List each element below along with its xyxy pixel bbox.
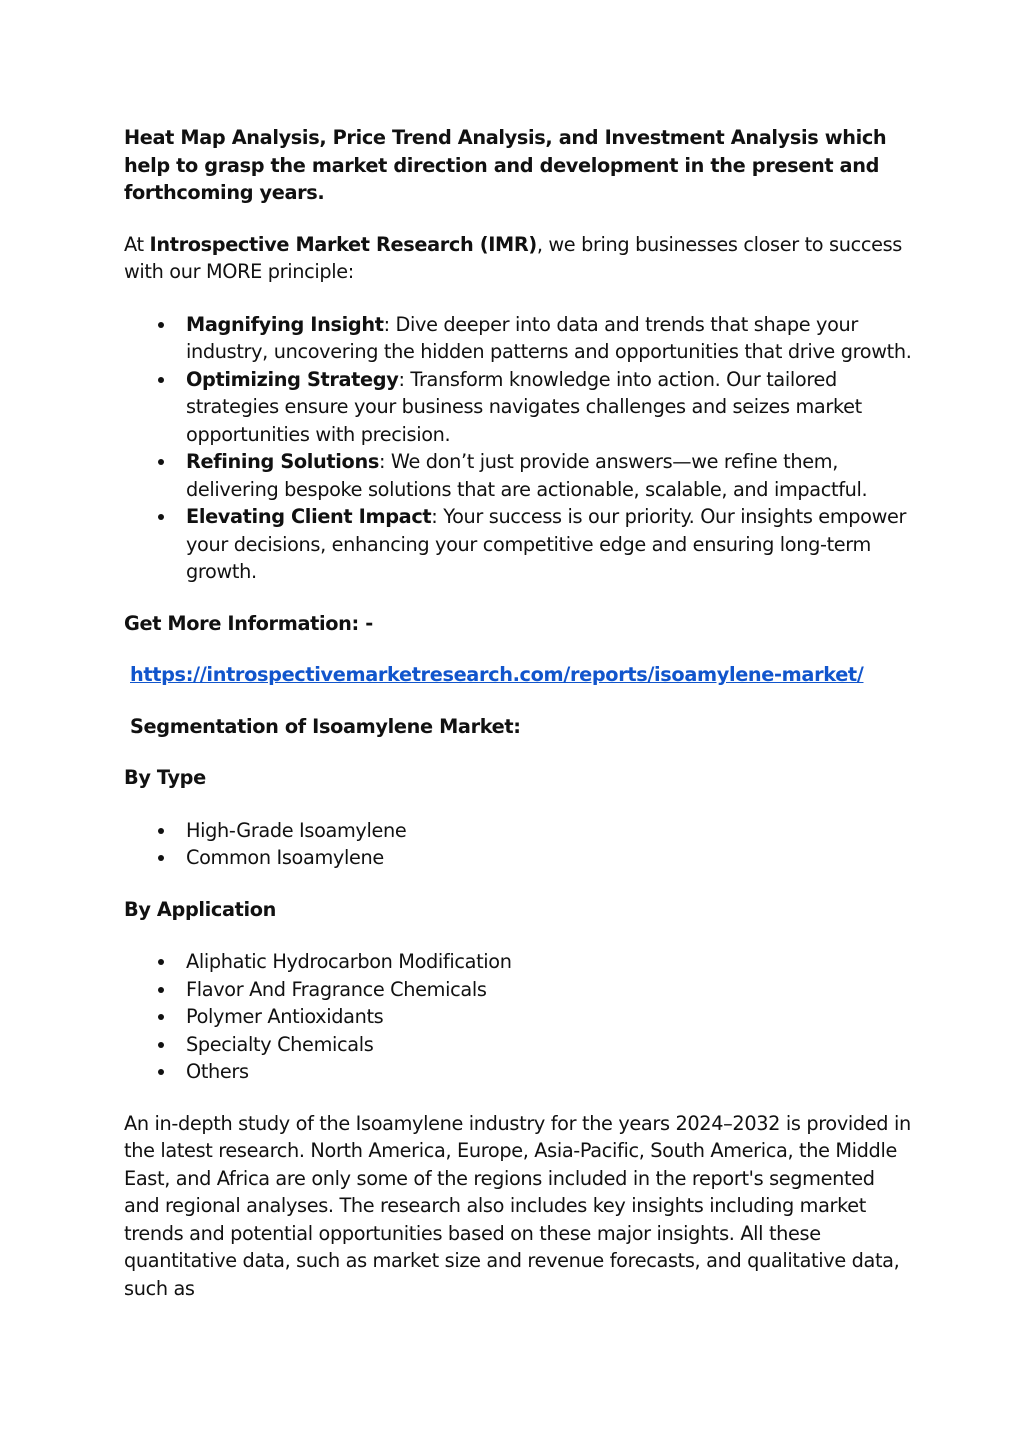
principle-text: : Dive deeper into data and trends that shape your industry, uncovering the hidden patterns and opportunities that drive growth. [186,312,912,363]
type-list [124,817,914,872]
application-list [124,948,914,1086]
list-item [124,366,914,449]
document-page [124,124,914,1302]
list-item [124,311,914,366]
imr-paragraph [124,231,914,286]
segmentation-title: Segmentation of Isoamylene Market: [130,714,521,738]
principle-text: : Transform knowledge into action. Our tailored strategies ensure your business navigates challenges and seizes market opportunities with precision. [186,367,862,446]
intro-heading: Heat Map Analysis, Price Trend Analysis, and Investment Analysis which help to grasp the market direction and development in the present and forthcoming years. [124,126,887,204]
by-application-heading: By Application [124,897,277,921]
list-item [124,448,914,503]
list-item: Aliphatic Hydrocarbon Modification [124,948,914,976]
list-item [124,503,914,586]
list-item: Common Isoamylene [124,844,914,872]
list-item: Others [124,1058,914,1086]
list-item: Flavor And Fragrance Chemicals [124,976,914,1004]
principle-title: Refining Solutions [186,450,379,473]
list-item: Specialty Chemicals [124,1031,914,1059]
principle-text: : Your success is our priority. Our insights empower your decisions, enhancing your competitive edge and ensuring long-term growth. [186,505,907,583]
company-name: Introspective Market Research (IMR) [149,232,537,256]
principle-title: Magnifying Insight [186,312,384,336]
closing-paragraph: An in-depth study of the Isoamylene industry for the years 2024–2032 is provided in the latest research. North America, Europe, Asia-Pacific, South America, the Middle East, and Africa are only some of the regions included in the report's segmented and regional analyses. The research also includes key insights including market trends and potential opportunities based on these major insights. All these quantitative data, such as market size and revenue forecasts, and qualitative data, such as [124,1111,911,1300]
by-type-heading: By Type [124,766,206,789]
report-link[interactable]: https://introspectivemarketresearch.com/reports/isoamylene-market/ [130,663,864,686]
imr-prefix: At [124,232,150,256]
principle-title: Optimizing Strategy [186,367,399,391]
list-item: High-Grade Isoamylene [124,817,914,845]
report-link-line [124,661,914,689]
list-item: Polymer Antioxidants [124,1003,914,1031]
imr-suffix: , we bring businesses closer to success with our MORE principle: [124,232,902,283]
principles-list [124,311,914,586]
get-more-info-label: Get More Information: - [124,611,373,635]
principle-text: : We don’t just provide answers—we refine them, delivering bespoke solutions that are actionable, scalable, and impactful. [186,450,868,501]
principle-title: Elevating Client Impact [186,505,432,528]
